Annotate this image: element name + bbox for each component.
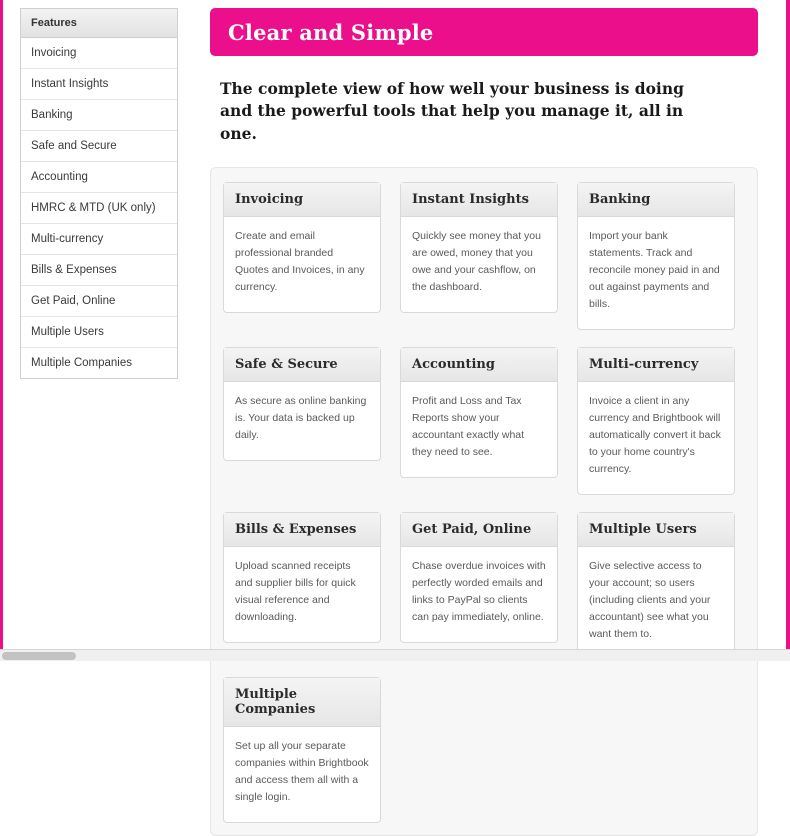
main-content [210, 8, 758, 836]
feature-card-multi-currency[interactable] [577, 347, 735, 495]
card-title: Get Paid, Online [401, 513, 557, 547]
card-title: Multi-currency [578, 348, 734, 382]
card-body: Create and email professional branded Quotes and Invoices, in any currency. [235, 230, 365, 294]
card-body: As secure as online banking is. Your data is backed up daily. [235, 395, 367, 442]
sidebar-item-multiple-users[interactable]: Multiple Users [21, 317, 177, 348]
sidebar-heading: Features [21, 8, 177, 38]
sidebar-item-multiple-companies[interactable]: Multiple Companies [21, 348, 177, 378]
feature-card-banking[interactable] [577, 182, 735, 330]
card-body: Chase overdue invoices with perfectly worded emails and links to PayPal so clients can pay immediately, online. [412, 560, 546, 624]
page-title: Clear and Simple [228, 19, 434, 45]
sidebar-item-invoicing[interactable]: Invoicing [21, 38, 177, 69]
feature-card-multiple-companies[interactable] [223, 677, 381, 823]
card-title: Multiple Users [578, 513, 734, 547]
card-title: Banking [578, 183, 734, 217]
card-title: Safe & Secure [224, 348, 380, 382]
card-body: Quickly see money that you are owed, money that you owe and your cashflow, on the dashboard. [412, 230, 541, 294]
feature-card-multiple-users[interactable] [577, 512, 735, 660]
card-body: Import your bank statements. Track and reconcile money paid in and out against payments and bills. [589, 230, 720, 311]
scrollbar-thumb[interactable] [2, 652, 76, 660]
intro-paragraph: The complete view of how well your business is doing and the powerful tools that help you manage it, all in one. [220, 79, 684, 143]
page-left-border [0, 0, 3, 661]
card-body: Profit and Loss and Tax Reports show your accountant exactly what they need to see. [412, 395, 525, 459]
card-body: Invoice a client in any currency and Brightbook will automatically convert it back to your home country's currency. [589, 395, 721, 476]
card-title: Multiple Companies [224, 678, 380, 727]
horizontal-scrollbar[interactable] [0, 649, 790, 661]
card-title: Instant Insights [401, 183, 557, 217]
sidebar-item-accounting[interactable]: Accounting [21, 162, 177, 193]
sidebar-item-instant-insights[interactable]: Instant Insights [21, 69, 177, 100]
card-body: Upload scanned receipts and supplier bills for quick visual reference and downloading. [235, 560, 356, 624]
feature-card-grid [223, 182, 745, 823]
sidebar-item-multi-currency[interactable]: Multi-currency [21, 224, 177, 255]
feature-card-safe-and-secure[interactable] [223, 347, 381, 461]
card-body: Set up all your separate companies within Brightbook and access them all with a single login. [235, 740, 369, 804]
feature-card-get-paid-online[interactable] [400, 512, 558, 643]
feature-card-bills-and-expenses[interactable] [223, 512, 381, 643]
feature-card-accounting[interactable] [400, 347, 558, 478]
card-body: Give selective access to your account; so users (including clients and your accountant) see what you want them to. [589, 560, 711, 641]
sidebar-item-hmrc-mtd[interactable]: HMRC & MTD (UK only) [21, 193, 177, 224]
features-panel [210, 167, 758, 836]
card-title: Accounting [401, 348, 557, 382]
sidebar-item-safe-and-secure[interactable]: Safe and Secure [21, 131, 177, 162]
card-title: Invoicing [224, 183, 380, 217]
page-right-border [786, 0, 790, 661]
features-sidebar [20, 8, 178, 379]
sidebar-item-banking[interactable]: Banking [21, 100, 177, 131]
sidebar-item-get-paid-online[interactable]: Get Paid, Online [21, 286, 177, 317]
page-banner [210, 8, 758, 56]
feature-card-instant-insights[interactable] [400, 182, 558, 313]
sidebar-item-bills-expenses[interactable]: Bills & Expenses [21, 255, 177, 286]
card-title: Bills & Expenses [224, 513, 380, 547]
feature-card-invoicing[interactable] [223, 182, 381, 313]
